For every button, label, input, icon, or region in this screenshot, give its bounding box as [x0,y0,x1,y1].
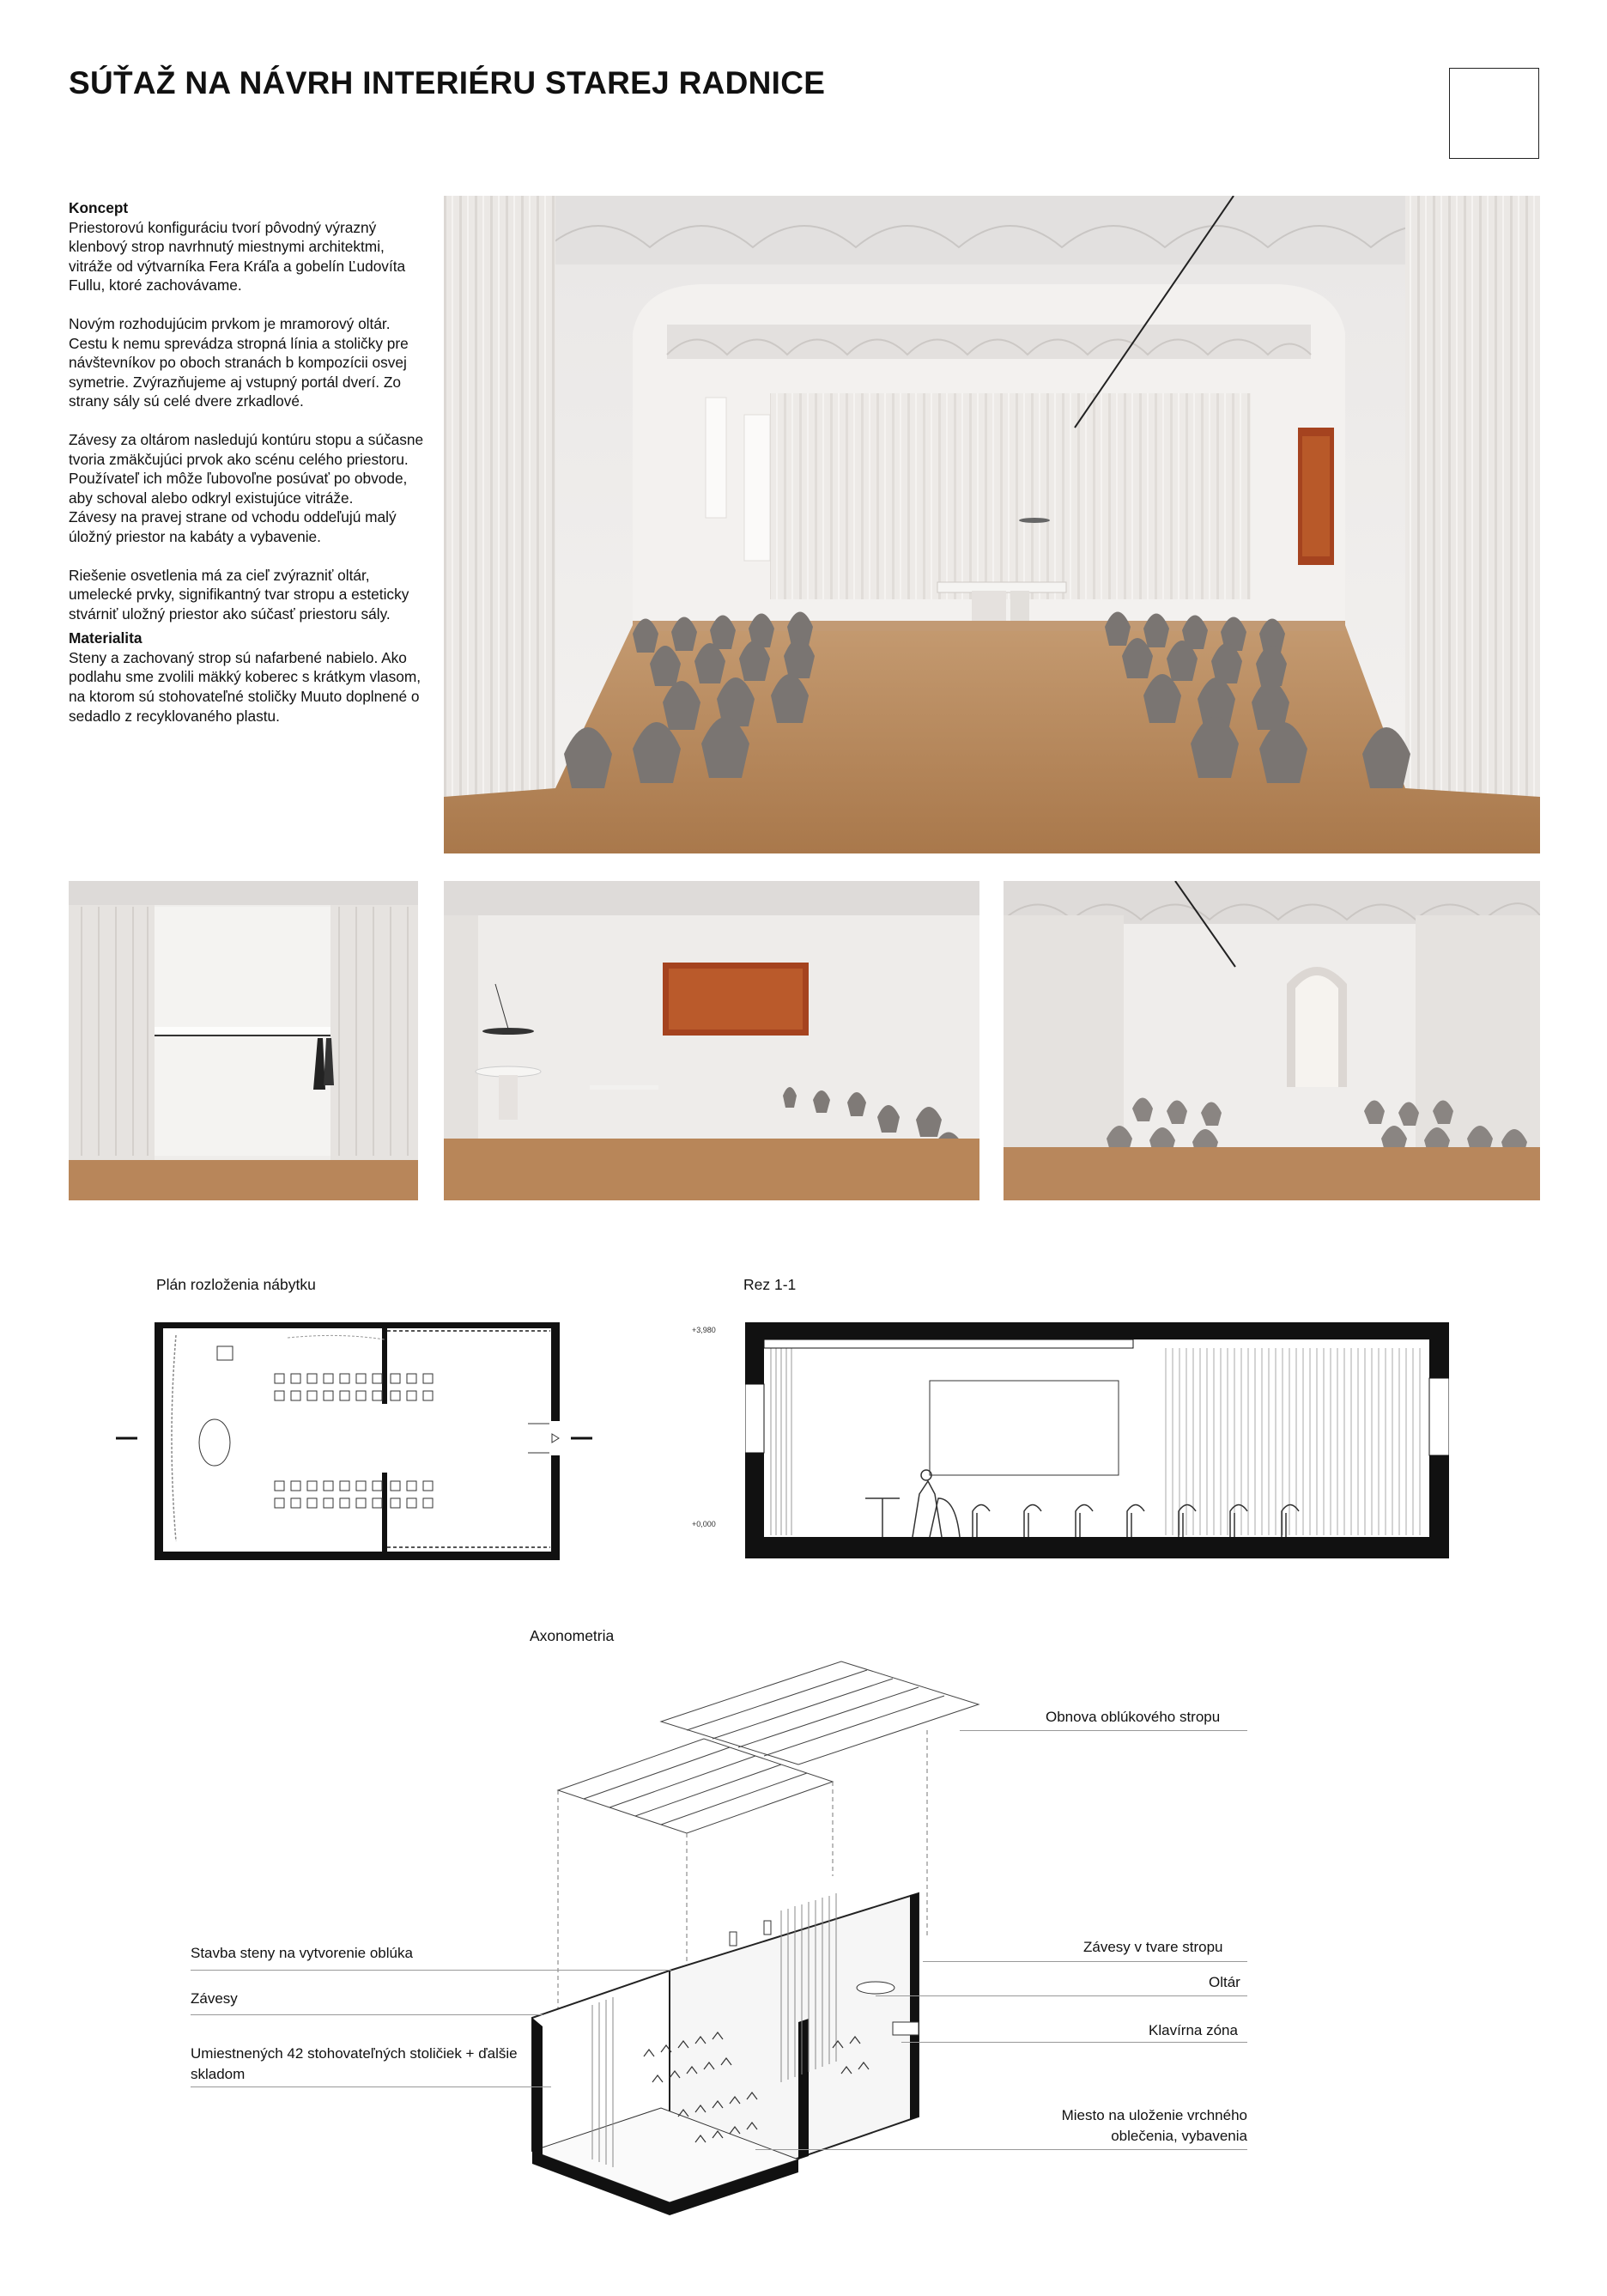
materials-heading: Materialita [69,629,143,647]
materials-paragraph: Steny a zachovaný strop sú nafarbené nabielo. Ako podlahu sme zvolili mäkký koberec s krátkym vlasom, na ktorom sú stohovateľné stoličky Muuto doplnené o sedadlo z recyklovaného plastu. [69,648,421,725]
storage-render [69,881,418,1200]
axonometric-drawing [515,1653,1030,2254]
section-top-level: +3,980 [692,1326,716,1334]
section-title: Rez 1-1 [743,1276,797,1293]
concept-paragraph-3: Závesy za oltárom nasledujú kontúru stopu a súčasne tvoria zmäkčujúci prvok ako scénu celého priestoru. Používateľ ich môže ľubovoľne posúvať po obvode, aby schoval alebo odkryl existujúce vitráže. Závesy na pravej strane od vchodu oddeľujú malý úložný priestor na kabáty a vybavenie. [69,430,424,545]
entrance-render [1004,881,1540,1200]
concept-paragraph-4: Riešenie osvetlenia má za cieľ zvýrazniť oltár, umelecké prvky, signifikantný tvar stropu a esteticky stvárniť uložný priestor ako súčasť priestoru sály. [69,566,409,623]
annotation-curtains: Závesy [191,1990,238,2007]
annotation-piano-zone: Klavírna zóna [1149,2022,1238,2038]
concept-text [69,198,429,744]
axo-title: Axonometria [530,1627,615,1644]
plan-title: Plán rozloženia nábytku [156,1276,316,1293]
furniture-plan-drawing [116,1322,597,1563]
annotation-ceiling-curtains: Závesy v tvare stropu [1083,1939,1223,1955]
annotation-altar: Oltár [1209,1974,1240,1990]
stamp-box [1449,68,1539,159]
annotation-storage: Miesto na uloženie vrchného oblečenia, vybavenia [1061,2107,1247,2144]
section-base-level: +0,000 [692,1520,716,1528]
page-title: SÚŤAŽ NA NÁVRH INTERIÉRU STAREJ RADNICE [69,65,826,100]
concept-heading: Koncept [69,199,129,216]
annotation-ceiling: Obnova oblúkového stropu [1046,1709,1221,1725]
concept-paragraph-2: Novým rozhodujúcim prvkom je mramorový oltár. Cestu k nemu sprevádza stropná línia a stoličky pre návštevníkov po oboch stranách b kompozícii osvej symetrie. Zvýrazňujeme aj vstupný portál dverí. Zo strany sály sú celé dvere zrkadlové. [69,314,409,410]
annotation-wall-arch: Stavba steny na vytvorenie oblúka [191,1945,413,1961]
concept-paragraph-1: Priestorovú konfiguráciu tvorí pôvodný výrazný klenbový strop navrhnutý miestnymi architektmi, vitráže od výtvarníka Fera Kráľa a gobelín Ľudovíta Fullu, ktoré zachovávame. [69,218,406,295]
altar-tapestry-render [444,881,979,1200]
annotation-chairs: Umiestnených 42 stohovateľných stoličiek + ďalšie skladom [191,2045,518,2082]
section-drawing [745,1322,1449,1558]
main-interior-render [444,196,1540,853]
